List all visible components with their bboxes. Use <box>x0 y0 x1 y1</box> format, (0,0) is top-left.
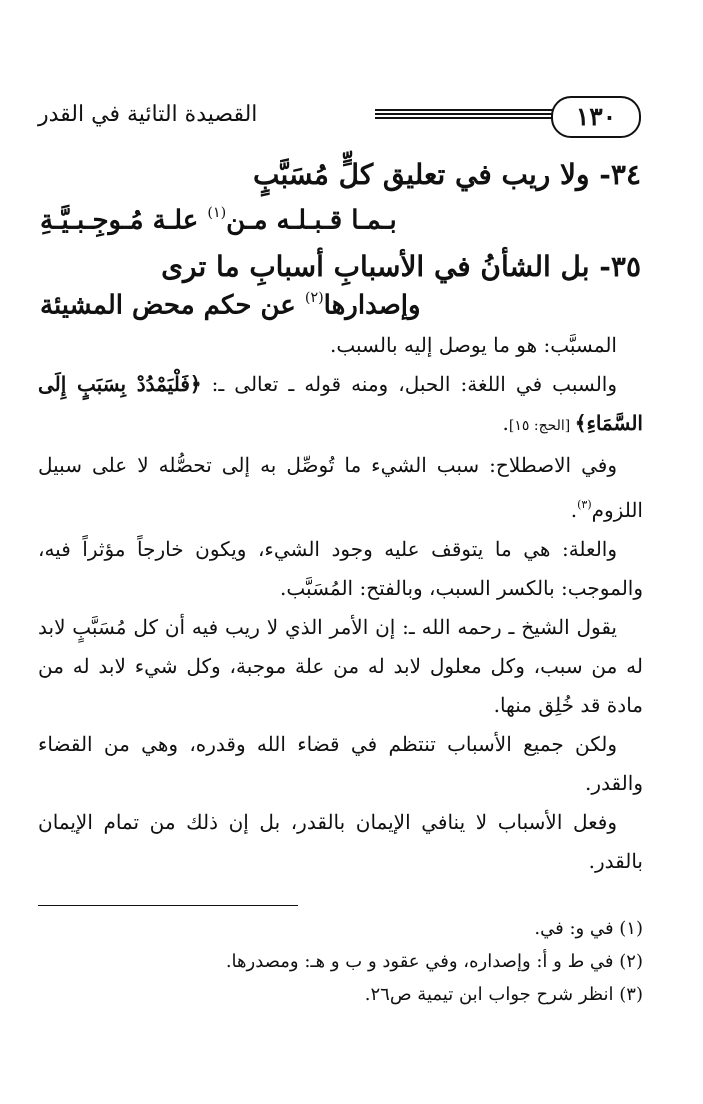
verse-35-second-hemistich: وإصدارها$^{(٢)}$ عن حكم محض المشيئة <box>40 290 421 321</box>
page-number: ١٣٠ <box>551 96 641 138</box>
quran-verse: ﴿فَلْيَمْدُدْ بِسَبَبٍ إِلَى السَّمَاءِ﴾ <box>38 372 643 435</box>
footnotes <box>38 912 643 1011</box>
footnote-marker: (٢) <box>304 290 324 306</box>
footnote-divider <box>38 905 298 906</box>
running-title: القصيدة التائية في القدر <box>38 102 258 127</box>
footnote-1: (١) في و: في. <box>534 918 643 939</box>
footnote-2: (٢) في ط و أ: وإصداره، وفي عقود و ب و هـ: ومصدرها. <box>225 951 643 972</box>
footnote-marker: (١) <box>207 205 227 221</box>
header-divider <box>375 109 553 119</box>
footnote-3: (٣) انظر شرح جواب ابن تيمية ص٢٦. <box>364 984 643 1005</box>
paragraph-asbab-qadar: ولكن جميع الأسباب تنتظم في قضاء الله وقدره، وهي من القضاء والقدر. <box>38 731 643 795</box>
quran-reference: [الحج: ١٥] <box>508 418 575 434</box>
page-header <box>38 90 641 140</box>
paragraph-sabab-term: وفي الاصطلاح: سبب الشيء ما تُوصِّل به إلى تحصُّله لا على سبيل اللزوم$^{(٣)}$. <box>38 453 643 522</box>
paragraph-definition-musabbab: المسبَّب: هو ما يوصل إليه بالسبب. <box>329 333 617 357</box>
verse-34-second-hemistich: بـمـا قـبـلـه مـن$^{(١)}$ علـة مُـوجِـبـيَّـةِ <box>40 205 397 236</box>
paragraph-illa: والعلة: هي ما يتوقف عليه وجود الشيء، ويكون خارجاً مؤثراً فيه، والموجب: بالكسر السبب، وبالفتح: المُسَبَّب. <box>38 536 643 600</box>
verse-35-first-hemistich: ٣٥- بل الشأنُ في الأسبابِ أسبابِ ما ترى <box>161 250 641 283</box>
footnote-marker: (٣) <box>577 498 592 511</box>
paragraph-sheikh: يقول الشيخ ـ رحمه الله ـ: إن الأمر الذي لا ريب فيه أن كل مُسَبَّبٍ لابد له من سبب، وكل معلول لابد له من علة موجبة، وكل شيء لابد له من مادة قد خُلِق منها. <box>38 614 643 717</box>
verse-34-first-hemistich: ٣٤- ولا ريب في تعليق كلٍّ مُسَبَّبٍ <box>252 158 641 191</box>
commentary <box>38 326 643 881</box>
paragraph-faal-asbab: وفعل الأسباب لا ينافي الإيمان بالقدر، بل إن ذلك من تمام الإيمان بالقدر. <box>38 809 643 873</box>
paragraph-sabab-language: والسبب في اللغة: الحبل، ومنه قوله ـ تعالى ـ: ﴿فَلْيَمْدُدْ بِسَبَبٍ إِلَى السَّمَاءِ﴾ [الحج: ١٥]. <box>38 372 643 435</box>
